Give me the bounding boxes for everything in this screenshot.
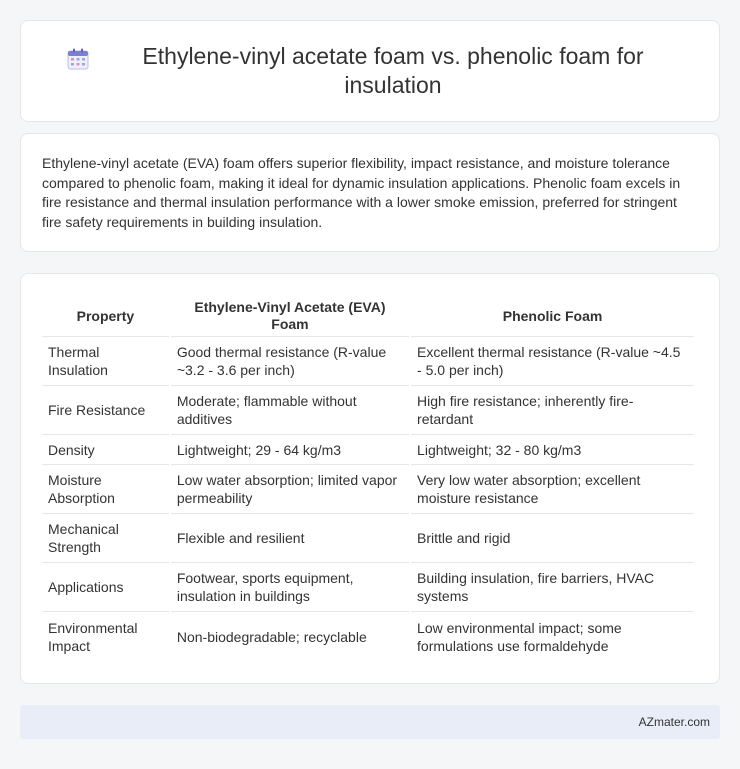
eva-cell: Flexible and resilient bbox=[171, 514, 409, 563]
property-cell: Density bbox=[42, 435, 169, 465]
summary-card bbox=[20, 133, 720, 252]
property-cell: Fire Resistance bbox=[42, 386, 169, 435]
phenolic-cell: Building insulation, fire barriers, HVAC systems bbox=[411, 563, 694, 612]
header-phenolic-foam: Phenolic Foam bbox=[411, 296, 694, 337]
phenolic-cell: Excellent thermal resistance (R-value ~4.5 - 5.0 per inch) bbox=[411, 337, 694, 386]
summary-text: Ethylene-vinyl acetate (EVA) foam offers superior flexibility, impact resistance, and moisture tolerance compared to phenolic foam, making it ideal for dynamic insulation applications. Phenolic foam excels in fire resistance and thermal insulation performance with a lower smoke emission, preferred for stringent fire safety requirements in building insulation. bbox=[42, 155, 681, 230]
header-eva-foam: Ethylene-Vinyl Acetate (EVA) Foam bbox=[171, 296, 409, 337]
eva-cell: Lightweight; 29 - 64 kg/m3 bbox=[171, 435, 409, 465]
title-wrap bbox=[61, 42, 679, 100]
table-row bbox=[42, 514, 694, 563]
property-cell: Environmental Impact bbox=[48, 619, 138, 654]
table-row bbox=[42, 435, 694, 465]
property-cell: Thermal Insulation bbox=[42, 337, 169, 386]
eva-cell: Good thermal resistance (R-value ~3.2 - 3.6 per inch) bbox=[171, 337, 409, 386]
phenolic-cell: Low environmental impact; some formulations use formaldehyde bbox=[417, 619, 622, 654]
table-row bbox=[42, 612, 694, 661]
eva-cell: Low water absorption; limited vapor permeability bbox=[171, 465, 409, 514]
table-row bbox=[42, 563, 694, 612]
eva-cell: Footwear, sports equipment, insulation in buildings bbox=[171, 563, 409, 612]
comparison-table bbox=[40, 296, 696, 661]
title-card bbox=[20, 20, 720, 122]
property-cell: Applications bbox=[42, 563, 169, 612]
table-row bbox=[42, 386, 694, 435]
property-cell: Mechanical Strength bbox=[42, 514, 169, 563]
phenolic-cell: Brittle and rigid bbox=[411, 514, 694, 563]
comparison-table-card bbox=[20, 273, 720, 684]
header-property: Property bbox=[42, 296, 169, 337]
footer-brand[interactable]: AZmater.com bbox=[638, 715, 710, 729]
phenolic-cell: Very low water absorption; excellent moisture resistance bbox=[411, 465, 694, 514]
table-header-row bbox=[42, 296, 694, 337]
table-row bbox=[42, 337, 694, 386]
phenolic-cell: High fire resistance; inherently fire-retardant bbox=[411, 386, 694, 435]
eva-cell: Non-biodegradable; recyclable bbox=[176, 628, 367, 645]
phenolic-cell: Lightweight; 32 - 80 kg/m3 bbox=[411, 435, 694, 465]
property-cell: Moisture Absorption bbox=[42, 465, 169, 514]
table-row bbox=[42, 465, 694, 514]
calendar-icon bbox=[67, 48, 89, 70]
eva-cell: Moderate; flammable without additives bbox=[171, 386, 409, 435]
page-title: Ethylene-vinyl acetate foam vs. phenolic foam for insulation bbox=[142, 43, 644, 98]
footer-bar bbox=[20, 705, 720, 739]
